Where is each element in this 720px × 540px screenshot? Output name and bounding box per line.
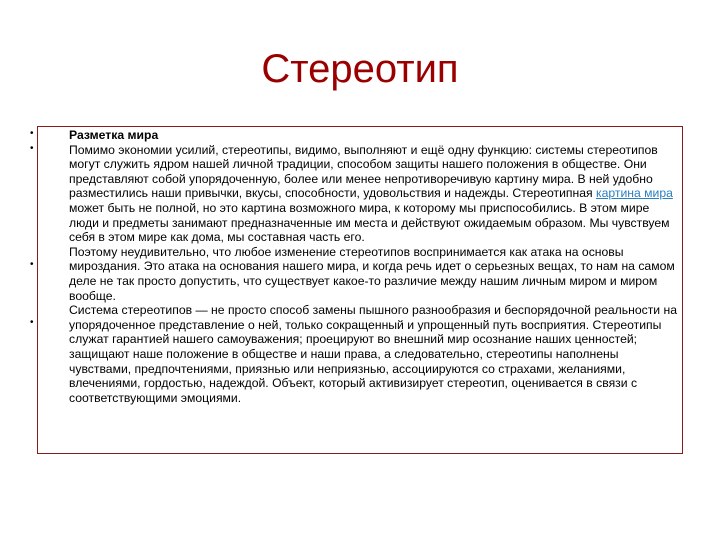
paragraph-3: Система стереотипов — не просто способ замены пышного разнообразия и беспорядочной реальности на упорядоченное представление о ней, только сокращенный и упрощенный путь восприятия. Стереотипы служат гарантией нашего самоуважения; проецируют во внешний мир осознание наших ценностей; защищают наше положение в обществе и наши права, а следовательно, стереотипы наполнены чувствами, предпочтениями, приязнью или неприязнью, ассоциируются со страхами, желаниями, влечениями, гордостью, надеждой. Объект, который активизирует стереотип, оценивается в связи с соответствующими эмоциями. — [69, 303, 677, 405]
body-text — [69, 128, 681, 405]
paragraph-1-end: может быть не полной, но это картина возможного мира, к которому мы приспособились. В этом мире люди и предметы занимают предназначенные им места и действуют ожидаемым образом. Мы чувствуем себя в этом мире как дома, мы составная часть его. — [69, 200, 670, 245]
slide-title: Стереотип — [261, 47, 459, 91]
section-heading: Разметка мира — [69, 128, 159, 142]
paragraph-1-start: Помимо экономии усилий, стереотипы, видимо, выполняют и ещё одну функцию: системы стереотипов могут служить ядром нашей личной традиции, способом защиты нашего положения в обществе. Они представляют собой упорядоченную, более или менее непротиворечивую картину мира. В ней удобно разместились наши привычки, вкусы, способности, удовольствия и надежды. Стереотипная — [69, 142, 658, 201]
world-picture-link[interactable]: картина мира — [595, 186, 673, 201]
paragraph-2: Поэтому неудивительно, что любое изменение стереотипов воспринимается как атака на основы мироздания. Это атака на основания нашего мира, и когда речь идет о серьезных вещах, то нам на самом деле не так просто допустить, что существует какое-то различие между нашим личным миром и миром вообще. — [69, 244, 675, 303]
slide: Стереотип • • • • Разметка мира Помимо экономии усилий, стереотипы, видимо, выполняют и ещё одну функцию: системы стереотипов могут служить ядром нашей личной традиции, способом защиты нашего положения в обществе. Они представляют собой упорядоченную, более или менее непротиворечивую картину мира. В ней удобно разместились наши привычки, вкусы, способности, удовольствия и надежды. Стереотипная картина мира может быть не полной, но это картина возможного мира, к которому мы приспособились. В этом мире люди и предметы занимают предназначенные им места и действуют ожидаемым образом. Мы чувствуем себя в этом мире как дома, мы составная часть его. Поэтому неудивительно, что любое изменение стереотипов воспринимается как атака на основы мироздания. Это атака на основания нашего мира, и когда речь идет о серьезных вещах, то нам на самом деле не так просто допустить, что существует какое-то различие между нашим личным миром и миром вообще. Система стереотипов — не просто способ замены пышного разнообразия и беспорядочной реальности на упорядоченное представление о ней, только сокращенный и упрощенный путь восприятия. Стереотипы служат гарантией нашего самоуважения; проецируют во внешний мир осознание наших ценностей; защищают наше положение в обществе и наши права, а следовательно, стереотипы наполнены чувствами, предпочтениями, приязнью или неприязнью, ассоциируются со страхами, желаниями, влечениями, гордостью, надеждой. Объект, который активизирует стереотип, оценивается в связи с соответствующими эмоциями. — [0, 0, 720, 540]
paragraph-1 — [69, 143, 681, 245]
